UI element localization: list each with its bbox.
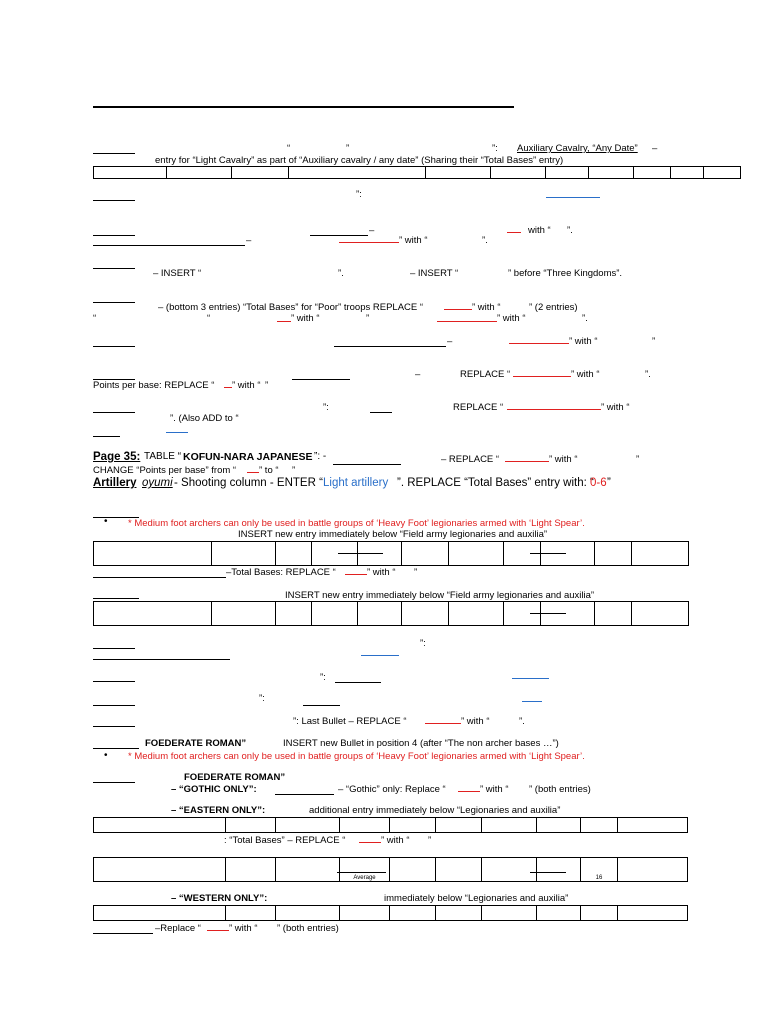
insert-text: – INSERT “: [410, 268, 459, 279]
archer-note-2: * Medium foot archers can only be used in battle groups of ‘Heavy Foot’ legionaries armed with ‘Light Spear’.: [128, 751, 585, 762]
table-cell: [226, 906, 276, 921]
underline-blank: [93, 436, 120, 437]
artillery-replace: ”. REPLACE “Total Bases” entry with: “: [397, 477, 594, 489]
cell-divider: [530, 553, 566, 554]
close-text: ”.: [645, 369, 651, 380]
quote-text: ”: [366, 313, 370, 324]
close-text: ”: [414, 567, 418, 578]
table-cell: [276, 858, 340, 882]
table-cell: [482, 858, 537, 882]
foederate-label: FOEDERATE ROMAN”: [145, 738, 247, 749]
close-text: ”: [265, 380, 269, 391]
replace-text: –Replace “: [155, 923, 201, 934]
table-cell: [212, 602, 276, 626]
colon-text: ”:: [492, 143, 498, 154]
replace-text: REPLACE “: [453, 402, 504, 413]
underline-blank: [93, 268, 135, 269]
colon-text: ”: -: [314, 451, 327, 462]
colon-text: ”:: [259, 693, 265, 704]
insert-field-text: INSERT new entry immediately below “Field army legionaries and auxilia”: [238, 529, 548, 540]
also-add-text: ”. (Also ADD to “: [170, 413, 239, 424]
colon-text: ”:: [323, 402, 329, 413]
underline-blank: [93, 782, 135, 783]
table-cell: [595, 542, 632, 566]
cell-divider: [530, 613, 566, 614]
underline-blank: [370, 412, 392, 413]
table-name: KOFUN-NARA JAPANESE: [183, 451, 313, 463]
table-cell: [581, 818, 618, 833]
close-text: ”.: [519, 716, 525, 727]
underline-blank: [93, 748, 139, 749]
underline-blank: [334, 346, 446, 347]
table-cell: [402, 602, 449, 626]
underline-blank: [93, 577, 226, 578]
red-underline: [359, 842, 381, 843]
page-label: Page 35:: [93, 451, 141, 463]
table-cell: [402, 542, 449, 566]
with-text: ” with “: [381, 835, 410, 846]
blue-underline: [522, 701, 542, 702]
table-cell: [482, 818, 537, 833]
red-underline: [224, 387, 232, 388]
table-cell: [276, 818, 340, 833]
poor-troops-text: – (bottom 3 entries) “Total Bases” for “Poor” troops REPLACE “: [158, 302, 424, 313]
red-underline: [425, 723, 461, 724]
eastern-total-bases: : “Total Bases” – REPLACE “: [224, 835, 346, 846]
table-cell: [632, 602, 689, 626]
underline-blank: [93, 412, 135, 413]
table-cell: [390, 818, 436, 833]
table-row-2: [93, 541, 689, 566]
table-cell: [581, 858, 618, 882]
red-underline: [513, 376, 571, 377]
dash-text: –: [415, 369, 421, 380]
total-bases-text: –Total Bases: REPLACE “: [226, 567, 336, 578]
artillery-label: Artillery: [93, 477, 137, 489]
archer-note: * Medium foot archers can only be used in battle groups of ‘Heavy Foot’ legionaries armed with ‘Light Spear’.: [128, 518, 585, 529]
table-cell: [94, 906, 226, 921]
quote-open: “: [287, 143, 291, 154]
table-row-1: [93, 166, 741, 179]
red-underline: [509, 343, 569, 344]
table-cell: [589, 167, 634, 179]
average-cell-text: Average: [353, 875, 376, 881]
table-cell: [537, 818, 581, 833]
underline-blank: [93, 659, 230, 660]
underline-blank: [93, 933, 153, 934]
table-cell: [546, 167, 589, 179]
table-cell: [390, 858, 436, 882]
foederate-label-2: FOEDERATE ROMAN”: [184, 772, 286, 783]
with-text: ” with “: [472, 302, 501, 313]
table-cell: [167, 167, 232, 179]
eastern-text: additional entry immediately below “Legionaries and auxilia”: [309, 805, 561, 816]
close-text: ”: [607, 477, 611, 489]
light-cavalry-note: entry for “Light Cavalry” as part of “Auxiliary cavalry / any date” (Sharing their “Total Bases” entry): [155, 155, 564, 166]
replace-text: REPLACE “: [460, 369, 511, 380]
red-underline: [207, 930, 229, 931]
table-cell: [436, 906, 482, 921]
bullet-icon: •: [104, 516, 108, 527]
close-text: ”.: [338, 268, 344, 279]
quote-close: ”: [346, 143, 350, 154]
table-cell: [232, 167, 289, 179]
light-artillery: Light artillery: [323, 477, 389, 489]
underline-blank: [93, 302, 135, 303]
red-underline: [345, 574, 367, 575]
underline-blank: [93, 598, 139, 599]
table-cell: [340, 858, 390, 882]
points-per-base-text: Points per base: REPLACE “: [93, 380, 215, 391]
underline-blank: [275, 794, 334, 795]
header-rule: [93, 106, 514, 108]
cell-divider: [338, 553, 383, 554]
artillery-value: 0-6: [590, 477, 607, 489]
red-underline: [507, 409, 601, 410]
artillery-oyumi: oyumi: [142, 477, 173, 489]
red-underline: [339, 242, 399, 243]
dash-text: –: [369, 225, 375, 236]
table-cell: [226, 818, 276, 833]
western-text: immediately below “Legionaries and auxilia”: [384, 893, 569, 904]
red-underline: [458, 791, 480, 792]
colon-text: ”:: [320, 672, 326, 683]
table-cell: [704, 167, 741, 179]
table-row-3: [93, 601, 689, 626]
table-cell: [634, 167, 671, 179]
table-cell: [436, 818, 482, 833]
colon-text: ”:: [356, 189, 362, 200]
table-cell: [618, 906, 688, 921]
underline-blank: [292, 379, 350, 380]
with-text: ” with “: [480, 784, 509, 795]
both-entries-text: ” (both entries): [529, 784, 591, 795]
table-cell: [276, 542, 312, 566]
table-cell: [312, 602, 358, 626]
table-cell: [289, 167, 426, 179]
underline-blank: [303, 705, 340, 706]
gothic-label: – “GOTHIC ONLY”:: [171, 784, 257, 795]
underline-blank: [93, 235, 135, 236]
blue-underline: [546, 197, 600, 198]
three-kingdoms-text: ” before “Three Kingdoms”.: [508, 268, 623, 279]
count-cell-text: 16: [595, 875, 603, 881]
dash-text: –: [447, 336, 453, 347]
table-cell: [94, 602, 212, 626]
with-text: ” with “: [571, 369, 600, 380]
with-text: ” with “: [461, 716, 490, 727]
cell-divider: [337, 872, 386, 873]
foederate-text: INSERT new Bullet in position 4 (after “The non archer bases …”): [283, 738, 559, 749]
table-cell: [226, 858, 276, 882]
close-text: ”: [428, 835, 432, 846]
dash-text: –: [652, 143, 658, 154]
table-cell: [358, 602, 402, 626]
table-cell: [276, 906, 340, 921]
table-cell: [537, 858, 581, 882]
both-entries-text: ” (both entries): [277, 923, 339, 934]
table-cell: [94, 542, 212, 566]
close-text: ”.: [582, 313, 588, 324]
close-text: ”: [292, 465, 296, 476]
aux-cavalry-link: Auxiliary Cavalry, “Any Date”: [517, 143, 638, 154]
underline-blank: [93, 648, 135, 649]
with-text: ” with “: [569, 336, 598, 347]
last-bullet-text: ”: Last Bullet – REPLACE “: [293, 716, 407, 727]
replace-text: – REPLACE “: [441, 454, 500, 465]
red-underline: [277, 321, 291, 322]
red-underline: [505, 461, 549, 462]
dash-text: –: [246, 235, 252, 246]
change-to-text: ” to “: [259, 465, 279, 476]
western-label: – “WESTERN ONLY”:: [171, 893, 268, 904]
with-text: ” with “: [399, 235, 428, 246]
insert-text: – INSERT “: [153, 268, 202, 279]
close-text: ”.: [482, 235, 488, 246]
underline-blank: [93, 346, 135, 347]
table-cell: [618, 818, 688, 833]
with-text: ” with “: [229, 923, 258, 934]
with-text: ” with “: [232, 380, 261, 391]
table-label: TABLE “: [144, 451, 182, 462]
table-cell: [94, 818, 226, 833]
quote-text: “: [93, 313, 97, 324]
table-cell: [436, 858, 482, 882]
underline-blank: [93, 681, 135, 682]
table-cell: [581, 906, 618, 921]
close-text: ”.: [567, 225, 573, 236]
with-text: ” with “: [291, 313, 320, 324]
change-text: CHANGE “Points per base” from “: [93, 465, 237, 476]
underline-blank: [93, 153, 135, 154]
close-text: ”: [636, 454, 640, 465]
cell-divider: [530, 872, 566, 873]
table-cell: [449, 542, 504, 566]
table-cell: [632, 542, 689, 566]
table-cell: [340, 818, 390, 833]
underline-blank: [333, 464, 401, 465]
underline-blank: [93, 245, 245, 246]
red-underline: [507, 232, 521, 233]
table-cell: [449, 602, 504, 626]
table-row-6: [93, 905, 688, 921]
underline-blank: [310, 235, 368, 236]
underline-blank: [93, 705, 135, 706]
with-text: ” with “: [601, 402, 630, 413]
close-text: ”: [652, 336, 656, 347]
artillery-mid: - Shooting column - ENTER “: [174, 477, 323, 489]
colon-text: ”:: [420, 638, 426, 649]
blue-underline: [512, 678, 549, 679]
table-cell: [390, 906, 436, 921]
red-underline: [444, 309, 472, 310]
underline-blank: [93, 200, 135, 201]
red-underline: [437, 321, 497, 322]
red-underline: [247, 472, 259, 473]
table-cell: [94, 167, 167, 179]
entries-text: ” (2 entries): [529, 302, 578, 313]
table-row-4: [93, 817, 688, 833]
table-row-5: [93, 857, 688, 882]
table-cell: [618, 858, 688, 882]
gothic-text: – “Gothic” only: Replace “: [338, 784, 446, 795]
table-cell: [491, 167, 546, 179]
table-cell: [94, 858, 226, 882]
table-cell: [482, 906, 537, 921]
underline-blank: [335, 682, 381, 683]
table-cell: [595, 602, 632, 626]
insert-field-text-2: INSERT new entry immediately below “Field army legionaries and auxilia”: [285, 590, 595, 601]
with-text: ” with “: [497, 313, 526, 324]
table-cell: [212, 542, 276, 566]
bullet-icon: •: [104, 750, 108, 761]
blue-underline: [361, 655, 399, 656]
with-text: ” with “: [549, 454, 578, 465]
with-text: ” with “: [367, 567, 396, 578]
table-cell: [276, 602, 312, 626]
table-cell: [537, 906, 581, 921]
eastern-label: – “EASTERN ONLY”:: [171, 805, 266, 816]
table-cell: [426, 167, 491, 179]
blue-underline: [166, 432, 188, 433]
table-cell: [340, 906, 390, 921]
with-text: with “: [528, 225, 551, 236]
quote-text: “: [207, 313, 211, 324]
underline-blank: [93, 726, 135, 727]
table-cell: [671, 167, 704, 179]
